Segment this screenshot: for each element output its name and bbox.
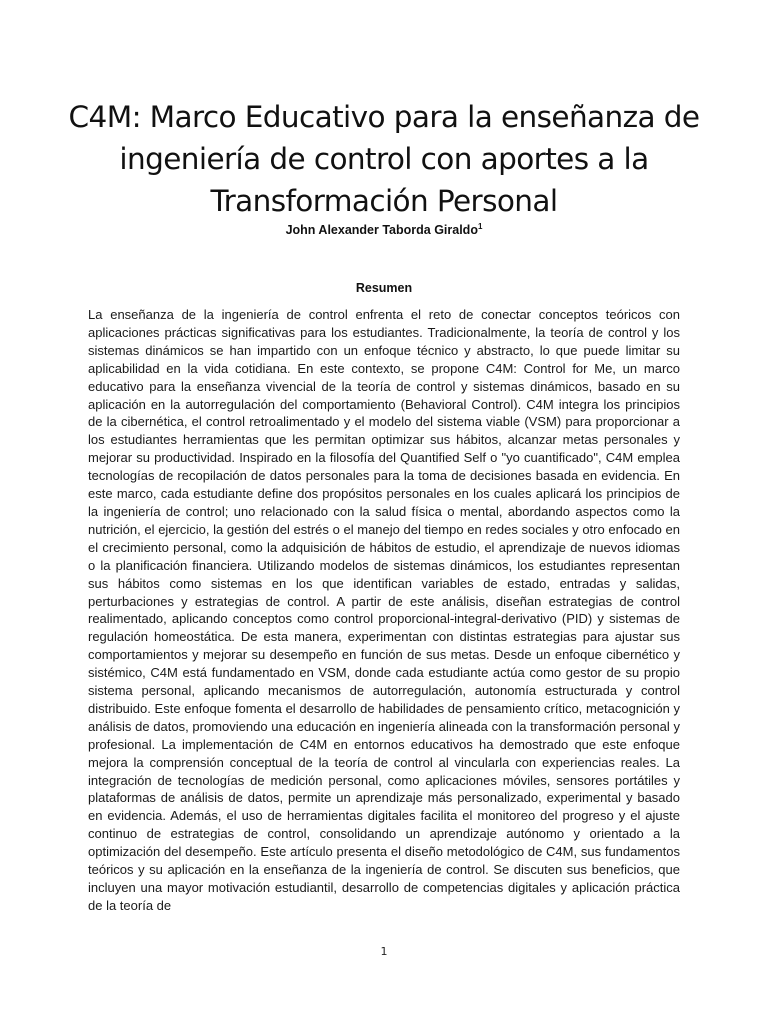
paper-title: C4M: Marco Educativo para la enseñanza de ingeniería de control con aportes a la Transformación Personal	[68, 100, 700, 218]
author-line	[60, 222, 708, 238]
abstract-body: La enseñanza de la ingeniería de control enfrenta el reto de conectar conceptos teóricos con aplicaciones prácticas significativas para los estudiantes. Tradicionalmente, la teoría de control y los sistemas dinámicos se han impartido con un enfoque técnico y abstracto, lo que puede limitar su aplicabilidad en la vida cotidiana. En este contexto, se propone C4M: Control for Me, un marco educativo para la enseñanza vivencial de la teoría de control y sistemas dinámicos, basado en su aplicación en la autorregulación del comportamiento (Behavioral Control). C4M integra los principios de la cibernética, el control retroalimentado y el modelo del sistema viable (VSM) para proporcionar a los estudiantes herramientas que les permitan optimizar sus hábitos, alcanzar metas personales y mejorar su productividad. Inspirado en la filosofía del Quantified Self o "yo cuantificado", C4M emplea tecnologías de recopilación de datos personales para la toma de decisiones basada en evidencia. En este marco, cada estudiante define dos propósitos personales en los cuales aplicará los principios de la ingeniería de control; uno relacionado con la salud física o mental, abordando aspectos como la nutrición, el ejercicio, la gestión del estrés o el manejo del tiempo en redes sociales y otro enfocado en el crecimiento personal, como la adquisición de hábitos de estudio, el aprendizaje de nuevos idiomas o la planificación financiera. Utilizando modelos de sistemas dinámicos, los estudiantes representan sus hábitos como sistemas en los que identifican variables de estado, entradas y salidas, perturbaciones y estrategias de control. A partir de este análisis, diseñan estrategias de control realimentado, aplicando conceptos como control proporcional-integral-derivativo (PID) y sistemas de regulación homeostática. De esta manera, experimentan con distintas estrategias para ajustar sus comportamientos y mejorar su desempeño en función de sus metas. Desde un enfoque cibernético y sistémico, C4M está fundamentado en VSM, donde cada estudiante actúa como gestor de su propio sistema personal, aplicando mecanismos de autorregulación, autonomía estructurada y control distribuido. Este enfoque fomenta el desarrollo de habilidades de pensamiento crítico, metacognición y análisis de datos, promoviendo una educación en ingeniería alineada con la transformación personal y profesional. La implementación de C4M en entornos educativos ha demostrado que este enfoque mejora la comprensión conceptual de la teoría de control al vincularla con experiencias reales. La integración de tecnologías de medición personal, como aplicaciones móviles, sensores portátiles y plataformas de análisis de datos, permite un aprendizaje más personalizado, experimental y basado en evidencia. Además, el uso de herramientas digitales facilita el monitoreo del progreso y el ajuste continuo de estrategias de control, consolidando un aprendizaje autónomo y orientado a la optimización del desempeño. Este artículo presenta el diseño metodológico de C4M, sus fundamentos teóricos y su aplicación en la enseñanza de la ingeniería de control. Se discuten sus beneficios, que incluyen una mayor motivación estudiantil, desarrollo de competencias digitales y aplicación práctica de la teoría de	[88, 307, 680, 913]
abstract-heading: Resumen	[355, 281, 413, 295]
author-footnote-mark: 1	[477, 222, 483, 231]
author-name: John Alexander Taborda Giraldo	[285, 223, 478, 237]
page-number: 1	[380, 945, 388, 958]
